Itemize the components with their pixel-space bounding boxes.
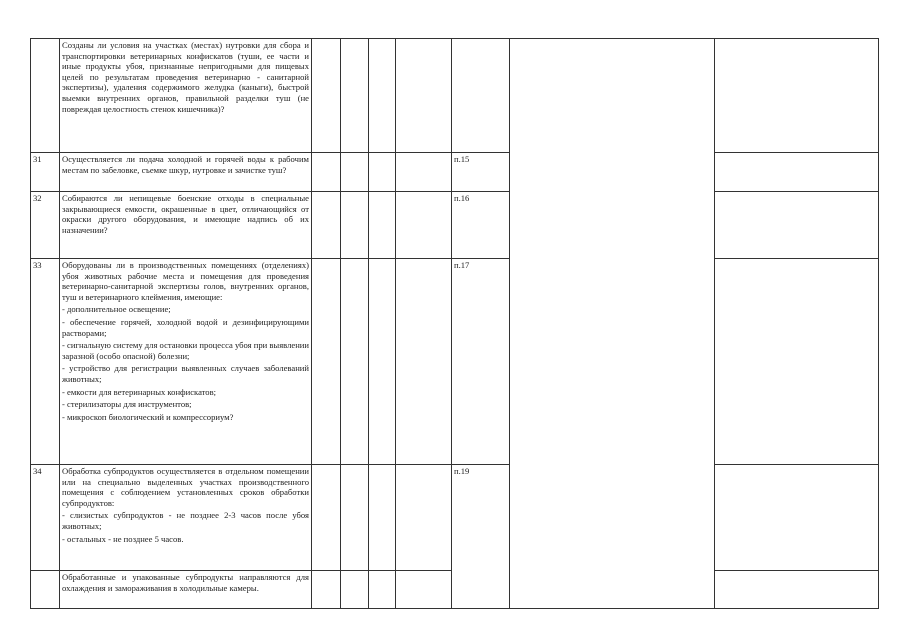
question-text: Оборудованы ли в производственных помещениях (отделениях) убоя животных рабочие места и помещения для проведения ветеринарно-санитарной экспертизы голов, внутренних органов, туш и ветеринарного клеймения, имеющие: bbox=[62, 260, 309, 302]
answer-cell bbox=[396, 259, 452, 465]
notes-cell bbox=[715, 259, 879, 465]
list-item: - емкости для ветеринарных конфискатов; bbox=[62, 386, 217, 397]
answer-cell bbox=[341, 192, 369, 259]
list-item: - микроскоп биологический и компрессориум? bbox=[62, 411, 234, 422]
answer-cell bbox=[312, 192, 341, 259]
answer-cell bbox=[341, 39, 369, 153]
question-cell bbox=[60, 571, 312, 609]
answer-cell bbox=[312, 259, 341, 465]
notes-cell bbox=[715, 192, 879, 259]
reference-cell: п.15 bbox=[452, 153, 510, 192]
table-row bbox=[31, 465, 879, 571]
list-item: - обеспечение горячей, холодной водой и дезинфицирующими растворами; bbox=[62, 316, 309, 338]
question-text: Обработка субпродуктов осуществляется в отдельном помещении или на специально выделенных участках производственного помещения с соблюдением установленных сроков обработки субпродуктов: bbox=[62, 466, 309, 508]
answer-cell bbox=[369, 259, 396, 465]
reference-cell bbox=[452, 39, 510, 153]
notes-cell bbox=[715, 571, 879, 609]
reference-cell: п.19 bbox=[452, 465, 510, 609]
list-item: - устройство для регистрации выявленных случаев заболеваний животных; bbox=[62, 363, 309, 384]
question-text: Созданы ли условия на участках (местах) нутровки для сбора и транспортировки ветеринарных конфискатов (туши, ее части и иные продукты убоя, признанные непригодными для пищевых целей по результатам проведения ветеринарно - санитарной экспертизы), удаления содержимого желудка (каныги), быстрой выемки внутренних органов, правильной разделки туш (не повреждая целостность стенок кишечника)? bbox=[62, 40, 309, 114]
checklist-table bbox=[30, 38, 879, 609]
requirements-cell bbox=[510, 39, 715, 609]
answer-cell bbox=[312, 39, 341, 153]
table-row bbox=[31, 39, 879, 153]
answer-cell bbox=[396, 39, 452, 153]
table-row bbox=[31, 153, 879, 192]
answer-cell bbox=[369, 571, 396, 609]
answer-cell bbox=[369, 153, 396, 192]
answer-cell bbox=[341, 259, 369, 465]
answer-cell bbox=[396, 153, 452, 192]
answer-cell bbox=[396, 192, 452, 259]
item-number: 33 bbox=[31, 259, 60, 465]
table-row bbox=[31, 259, 879, 465]
question-cell bbox=[60, 465, 312, 571]
question-cell bbox=[60, 39, 312, 153]
item-number bbox=[31, 39, 60, 153]
question-cell bbox=[60, 259, 312, 465]
question-cell bbox=[60, 192, 312, 259]
answer-cell bbox=[396, 465, 452, 571]
answer-cell bbox=[341, 153, 369, 192]
answer-cell bbox=[396, 571, 452, 609]
table-row bbox=[31, 192, 879, 259]
item-number: 32 bbox=[31, 192, 60, 259]
reference-cell: п.16 bbox=[452, 192, 510, 259]
list-item: - стерилизаторы для инструментов; bbox=[62, 399, 192, 410]
notes-cell bbox=[715, 153, 879, 192]
list-item: - сигнальную систему для остановки процесса убоя при выявлении заразной (особо опасной) болезни; bbox=[62, 340, 310, 361]
notes-cell bbox=[715, 39, 879, 153]
answer-cell bbox=[369, 465, 396, 571]
item-number: 34 bbox=[31, 465, 60, 571]
answer-cell bbox=[312, 465, 341, 571]
list-item: - остальных - не позднее 5 часов. bbox=[62, 533, 184, 544]
question-cell bbox=[60, 153, 312, 192]
answer-cell bbox=[341, 571, 369, 609]
list-item: - дополнительное освещение; bbox=[62, 304, 171, 315]
notes-cell bbox=[715, 465, 879, 571]
question-text: Осуществляется ли подача холодной и горячей воды к рабочим местам по забеловке, съемке шкур, нутровке и зачистке туш? bbox=[62, 154, 309, 175]
answer-cell bbox=[312, 571, 341, 609]
question-text: Собираются ли непищевые боенские отходы в специальные закрывающиеся емкости, окрашенные в цвет, отличающийся от окраски другого оборудования, и имеющие надпись об их назначении? bbox=[62, 193, 309, 235]
question-text: Обработанные и упакованные субпродукты направляются для охлаждения и замораживания в холодильные камеры. bbox=[62, 572, 309, 593]
answer-cell bbox=[369, 192, 396, 259]
answer-cell bbox=[369, 39, 396, 153]
list-item: - слизистых субпродуктов - не позднее 2-3 часов после убоя животных; bbox=[62, 510, 309, 531]
item-number: 31 bbox=[31, 153, 60, 192]
reference-cell: п.17 bbox=[452, 259, 510, 465]
answer-cell bbox=[312, 153, 341, 192]
item-number bbox=[31, 571, 60, 609]
answer-cell bbox=[341, 465, 369, 571]
